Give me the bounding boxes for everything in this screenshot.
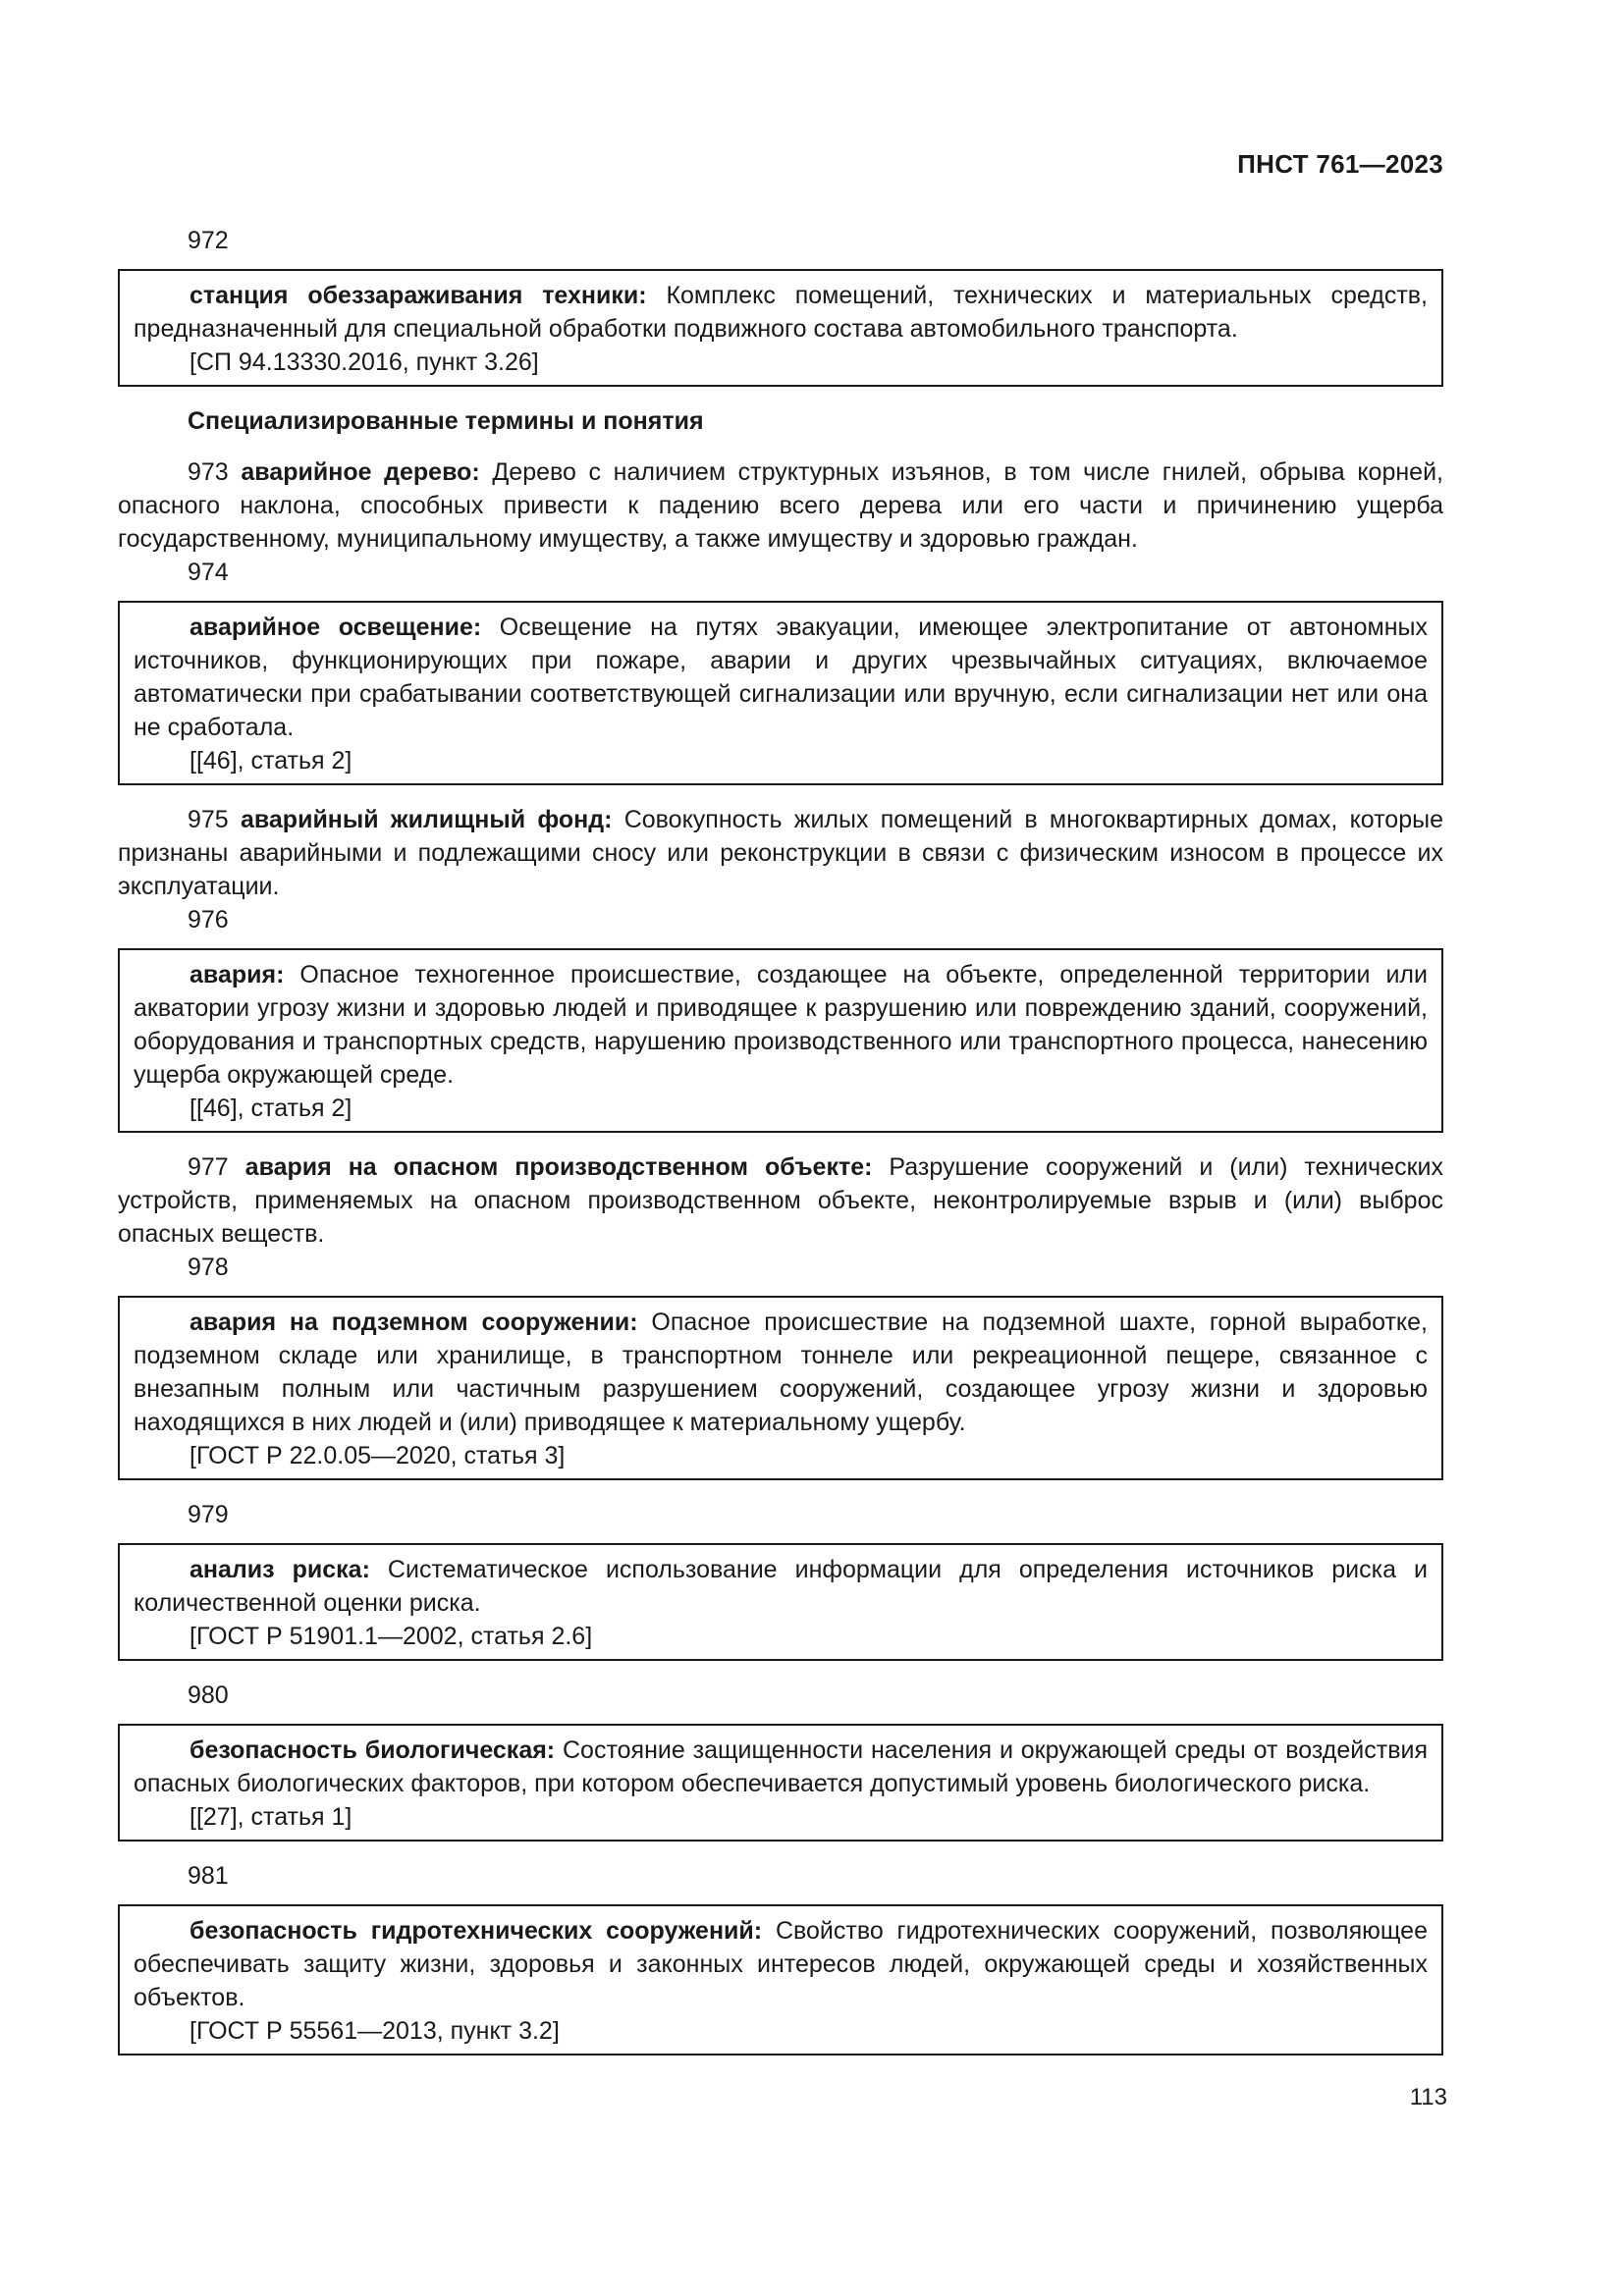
term-source: [[46], статья 2]: [189, 747, 352, 774]
document-code: ПНСТ 761—2023: [1237, 149, 1443, 179]
term-source: [ГОСТ Р 51901.1—2002, статья 2.6]: [189, 1623, 593, 1650]
term-box-976: [118, 948, 1443, 1133]
page-number: 113: [1409, 2084, 1447, 2110]
entry-number: 973: [188, 458, 229, 486]
page-content: [118, 224, 1443, 2073]
entry-number: 974: [188, 559, 229, 586]
term-title: аварийное освещение:: [189, 614, 482, 641]
entry-number: 975: [188, 806, 229, 833]
term-title: аварийный жилищный фонд:: [240, 806, 613, 833]
term-definition: Опасное происшествие на подземной шахте, горной выработке, подземном складе или хранилище, в транспортном тоннеле или рекреационной пещере, связанное с внезапным полным или частичным разрушением сооружений, создающее угрозу жизни и здоровью находящихся в них людей и (или) приводящее к материальному ущербу.: [134, 1308, 1428, 1436]
entry-number: 979: [188, 1501, 229, 1528]
entry-number: 977: [188, 1153, 229, 1181]
term-title: безопасность гидротехнических сооружений:: [189, 1917, 763, 1945]
term-entry-977: [118, 1150, 1443, 1251]
term-title: анализ риска:: [189, 1556, 370, 1583]
term-source: [ГОСТ Р 55561—2013, пункт 3.2]: [189, 2017, 560, 2045]
term-source: [СП 94.13330.2016, пункт 3.26]: [189, 348, 539, 376]
term-source: [[27], статья 1]: [189, 1803, 352, 1831]
entry-number: 978: [188, 1254, 229, 1281]
term-title: авария на подземном сооружении:: [189, 1308, 638, 1336]
entry-number: 980: [188, 1682, 229, 1709]
term-title: станция обеззараживания техники:: [189, 282, 647, 309]
term-definition: Разрушение сооружений и (или) технических устройств, применяемых на опасном производственном объекте, неконтролируемые взрыв и (или) выброс опасных веществ.: [118, 1153, 1443, 1248]
entry-number: 976: [188, 906, 229, 934]
section-heading: Специализированные термины и понятия: [188, 407, 704, 435]
term-box-972: [118, 269, 1443, 387]
term-definition: Состояние защищенности населения и окружающей среды от воздействия опасных биологических факторов, при котором обеспечивается допустимый уровень биологического риска.: [134, 1736, 1428, 1797]
term-definition: Совокупность жилых помещений в многоквартирных домах, которые признаны аварийными и подлежащими сносу или реконструкции в связи с физическим износом в процессе их эксплуатации.: [118, 806, 1443, 900]
term-source: [[46], статья 2]: [189, 1095, 352, 1122]
term-box-974: [118, 601, 1443, 785]
term-entry-973: [118, 455, 1443, 556]
term-definition: Свойство гидротехнических сооружений, позволяющее обеспечивать защиту жизни, здоровья и законных интересов людей, окружающей среды и хозяйственных объектов.: [134, 1917, 1428, 2011]
term-title: безопасность биологическая:: [189, 1736, 556, 1764]
term-source: [ГОСТ Р 22.0.05—2020, статья 3]: [189, 1442, 566, 1469]
term-definition: Систематическое использование информации для определения источников риска и количественной оценки риска.: [134, 1556, 1428, 1617]
term-title: аварийное дерево:: [241, 458, 480, 486]
term-box-981: [118, 1904, 1443, 2056]
term-title: авария:: [189, 961, 285, 988]
term-title: авария на опасном производственном объекте:: [244, 1153, 873, 1181]
term-definition: Опасное техногенное происшествие, создающее на объекте, определенной территории или акватории угрозу жизни и здоровью людей и приводящее к разрушению или повреждению зданий, сооружений, оборудования и транспортных средств, нарушению производственного или транспортного процесса, нанесению ущерба окружающей среде.: [134, 961, 1428, 1089]
entry-number: 972: [188, 227, 229, 254]
term-entry-975: [118, 803, 1443, 903]
term-box-978: [118, 1296, 1443, 1480]
term-box-980: [118, 1724, 1443, 1842]
term-box-979: [118, 1543, 1443, 1661]
term-definition: Освещение на путях эвакуации, имеющее электропитание от автономных источников, функционирующих при пожаре, аварии и других чрезвычайных ситуациях, включаемое автоматически при срабатывании соответствующей сигнализации или вручную, если сигнализации нет или она не сработала.: [134, 614, 1429, 741]
entry-number: 981: [188, 1862, 229, 1890]
term-definition: Комплекс помещений, технических и материальных средств, предназначенный для специальной обработки подвижного состава автомобильного транспорта.: [134, 282, 1428, 343]
term-definition: Дерево с наличием структурных изъянов, в том числе гнилей, обрыва корней, опасного наклона, способных привести к падению всего дерева или его части и причинению ущерба государственному, муниципальному имуществу, а также имуществу и здоровью граждан.: [118, 458, 1443, 553]
